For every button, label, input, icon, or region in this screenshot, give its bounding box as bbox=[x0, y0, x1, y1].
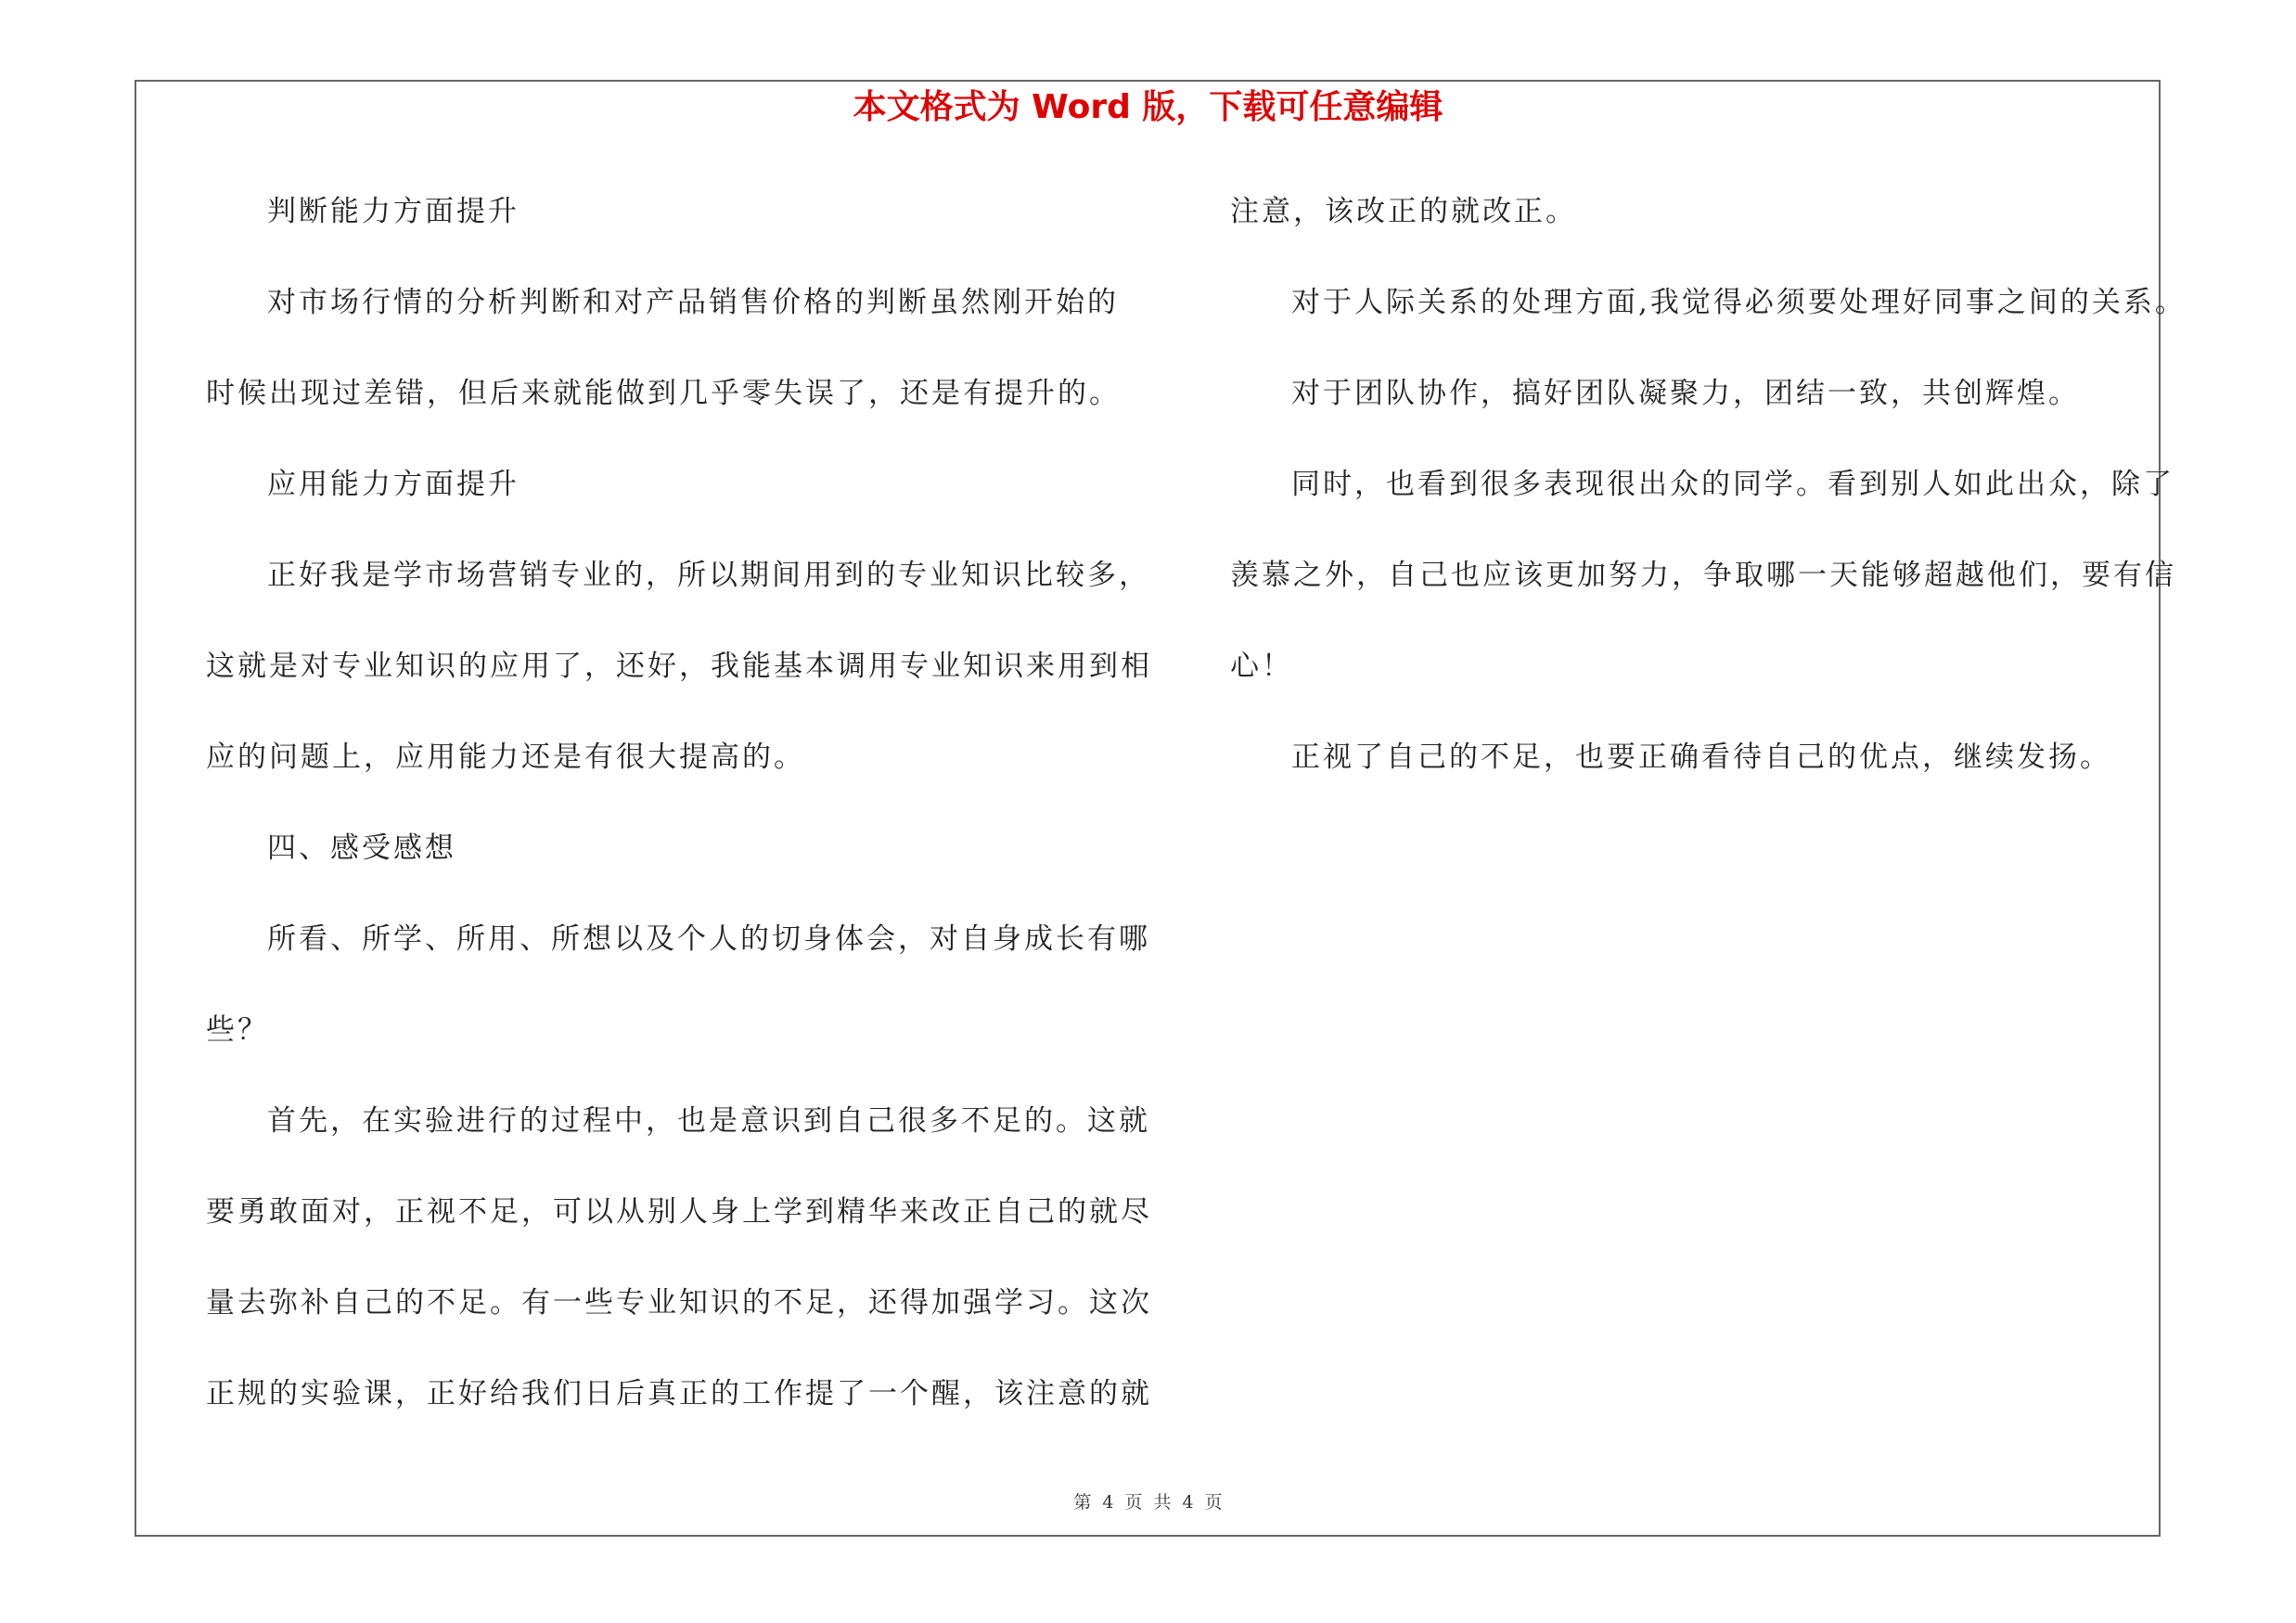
paragraph-line: 首先，在实验进行的过程中，也是意识到自己很多不足的。这就 bbox=[267, 1104, 1150, 1138]
paragraph-line: 心！ bbox=[1230, 650, 1293, 683]
paragraph-line: 时候出现过差错，但后来就能做到几乎零失误了，还是有提升的。 bbox=[206, 377, 1121, 410]
paragraph-line: 些？ bbox=[206, 1013, 269, 1047]
heading-section-four: 四、感受感想 bbox=[267, 831, 456, 865]
paragraph-line: 正视了自己的不足，也要正确看待自己的优点，继续发扬。 bbox=[1291, 741, 2111, 774]
paragraph-line: 要勇敢面对，正视不足，可以从别人身上学到精华来改正自己的就尽 bbox=[206, 1195, 1152, 1229]
paragraph-line: 对于人际关系的处理方面,我觉得必须要处理好同事之间的关系。 bbox=[1291, 286, 2187, 319]
right-column bbox=[1230, 182, 2230, 818]
heading-judgment: 判断能力方面提升 bbox=[267, 195, 519, 228]
paragraph-line: 羡慕之外，自己也应该更加努力，争取哪一天能够超越他们，要有信 bbox=[1230, 559, 2176, 592]
left-column bbox=[206, 182, 1152, 1455]
header-banner: 本文格式为 Word 版，下载可任意编辑 bbox=[853, 88, 1443, 126]
paragraph-line: 量去弥补自己的不足。有一些专业知识的不足，还得加强学习。这次 bbox=[206, 1286, 1152, 1320]
paragraph-line: 对市场行情的分析判断和对产品销售价格的判断虽然刚开始的 bbox=[267, 286, 1119, 319]
paragraph-line: 对于团队协作，搞好团队凝聚力，团结一致，共创辉煌。 bbox=[1291, 377, 2080, 410]
paragraph-line: 应的问题上，应用能力还是有很大提高的。 bbox=[206, 741, 805, 774]
page-footer: 第 4 页 共 4 页 bbox=[1073, 1492, 1223, 1513]
paragraph-line: 正规的实验课，正好给我们日后真正的工作提了一个醒，该注意的就 bbox=[206, 1377, 1152, 1410]
heading-application: 应用能力方面提升 bbox=[267, 468, 519, 501]
paragraph-line: 这就是对专业知识的应用了，还好，我能基本调用专业知识来用到相 bbox=[206, 650, 1152, 683]
paragraph-line: 同时，也看到很多表现很出众的同学。看到别人如此出众，除了 bbox=[1291, 468, 2174, 501]
paragraph-line: 注意，该改正的就改正。 bbox=[1230, 195, 1577, 228]
paragraph-line: 正好我是学市场营销专业的，所以期间用到的专业知识比较多， bbox=[267, 559, 1150, 592]
paragraph-line: 所看、所学、所用、所想以及个人的切身体会，对自身成长有哪 bbox=[267, 922, 1150, 956]
